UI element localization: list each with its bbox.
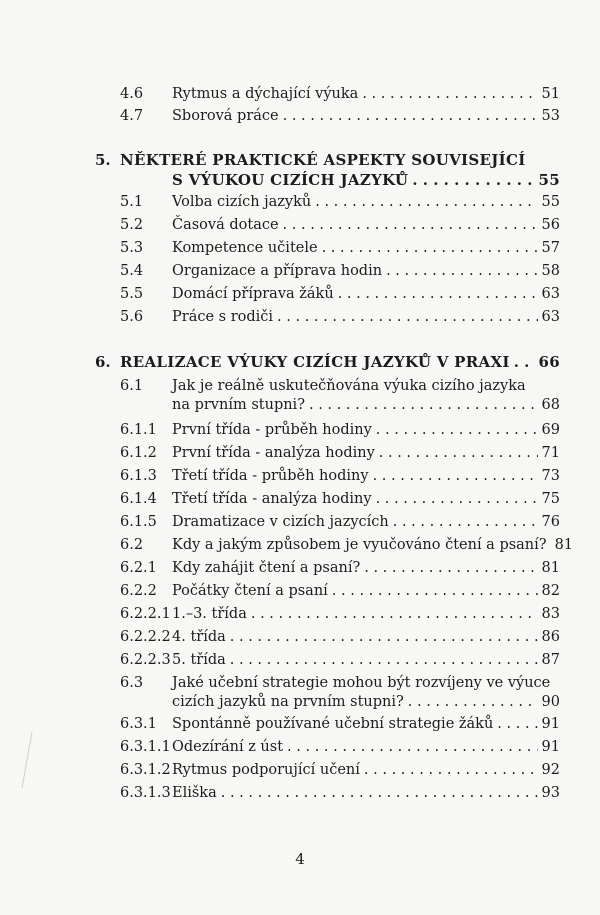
entry-title: Organizace a příprava hodin: [172, 263, 383, 279]
entry-number: 6.2.2.1: [120, 606, 171, 622]
entry-number: 4.7: [120, 108, 144, 124]
dot-leader: [386, 262, 537, 281]
entry-page: 56: [541, 217, 560, 233]
chapter-number: 6.: [95, 353, 111, 371]
entry-title: Časová dotace: [172, 217, 279, 233]
entry-page: 73: [541, 468, 560, 484]
dot-leader: [322, 239, 538, 258]
dot-leader: [277, 308, 538, 327]
entry-number: 4.6: [120, 86, 144, 102]
entry-title-line2: na prvním stupni?: [172, 397, 305, 413]
entry-title: Práce s rodiči: [172, 309, 274, 325]
entry-page: 93: [541, 785, 560, 801]
entry-title: Volba cizích jazyků: [172, 194, 312, 210]
dot-leader: [373, 467, 538, 486]
entry-page: 83: [541, 606, 560, 622]
entry-number: 6.3: [120, 675, 144, 691]
entry-number: 6.1: [120, 378, 144, 394]
chapter-title-line1: NĚKTERÉ PRAKTICKÉ ASPEKTY SOUVISEJÍCÍ: [120, 151, 526, 169]
dot-leader: [309, 396, 538, 415]
entry-page: 63: [541, 309, 560, 325]
entry-number: 6.1.1: [120, 422, 157, 438]
entry-page: 91: [541, 716, 560, 732]
entry-title-line1: Jaké učební strategie mohou být rozvíjeny ve výuce: [172, 675, 551, 691]
entry-title: 4. třída: [172, 629, 226, 645]
entry-page: 57: [541, 240, 560, 256]
entry-title-line1: Jak je reálně uskutečňována výuka cizího jazyka: [172, 378, 526, 394]
dot-leader: [283, 216, 538, 235]
entry-title: Třetí třída - analýza hodiny: [172, 491, 372, 507]
entry-title: Dramatizace v cizích jazycích: [172, 514, 389, 530]
dot-leader: [376, 421, 538, 440]
dot-leader: [230, 651, 538, 670]
entry-title: Sborová práce: [172, 108, 279, 124]
entry-title: Kompetence učitele: [172, 240, 318, 256]
dot-leader: [251, 605, 538, 624]
entry-title: Odezírání z úst: [172, 739, 284, 755]
entry-page: 90: [541, 694, 560, 710]
entry-number: 6.3.1.3: [120, 785, 171, 801]
dot-leader: [412, 170, 534, 190]
entry-title-line2: cizích jazyků na prvním stupni?: [172, 694, 404, 710]
entry-title: Eliška: [172, 785, 217, 801]
dot-leader: [362, 85, 537, 104]
entry-number: 6.1.4: [120, 491, 157, 507]
entry-page: 81: [541, 560, 560, 576]
dot-leader: [221, 784, 538, 803]
entry-number: 6.2: [120, 537, 144, 553]
entry-number: 5.1: [120, 194, 144, 210]
entry-page: 81: [554, 537, 574, 553]
entry-title: Spontánně používané učební strategie žáků: [172, 716, 494, 732]
dot-leader: [393, 513, 538, 532]
entry-title: 1.–3. třída: [172, 606, 247, 622]
entry-number: 6.1.5: [120, 514, 157, 530]
entry-number: 6.2.2.2: [120, 629, 171, 645]
entry-number: 6.3.1.2: [120, 762, 171, 778]
dot-leader: [364, 559, 537, 578]
chapter-title-line2: S VÝUKOU CIZÍCH JAZYKŮ: [172, 171, 409, 189]
entry-page: 92: [541, 762, 560, 778]
entry-number: 6.2.2: [120, 583, 157, 599]
entry-page: 68: [541, 397, 560, 413]
entry-number: 6.2.2.3: [120, 652, 171, 668]
entry-number: 5.4: [120, 263, 144, 279]
dot-leader: [283, 107, 538, 126]
entry-title: Domácí příprava žáků: [172, 286, 334, 302]
dot-leader: [514, 352, 535, 372]
dot-leader: [287, 738, 538, 757]
entry-title: Rytmus podporující učení: [172, 762, 360, 778]
dot-leader: [332, 582, 538, 601]
entry-number: 6.2.1: [120, 560, 157, 576]
dot-leader: [408, 693, 538, 712]
entry-page: 51: [541, 86, 560, 102]
entry-number: 5.3: [120, 240, 144, 256]
entry-page: 69: [541, 422, 560, 438]
entry-title: První třída - analýza hodiny: [172, 445, 375, 461]
entry-page: 87: [541, 652, 560, 668]
entry-number: 5.2: [120, 217, 144, 233]
chapter-page: 55: [538, 171, 560, 189]
entry-title: 5. třída: [172, 652, 226, 668]
entry-number: 6.1.2: [120, 445, 157, 461]
dot-leader: [315, 193, 537, 212]
dot-leader: [497, 715, 537, 734]
entry-number: 6.3.1: [120, 716, 157, 732]
chapter-number: 5.: [95, 151, 111, 169]
entry-title: Rytmus a dýchající výuka: [172, 86, 359, 102]
dot-leader: [230, 628, 538, 647]
chapter-title: REALIZACE VÝUKY CIZÍCH JAZYKŮ V PRAXI: [120, 353, 510, 371]
entry-page: 55: [541, 194, 560, 210]
scan-mark: [18, 730, 48, 790]
entry-page: 71: [541, 445, 560, 461]
entry-page: 53: [541, 108, 560, 124]
entry-title: Kdy a jakým způsobem je vyučováno čtení a psaní?: [172, 537, 547, 553]
entry-title: Počátky čtení a psaní: [172, 583, 328, 599]
dot-leader: [376, 490, 538, 509]
entry-number: 6.3.1.1: [120, 739, 171, 755]
page-number: 4: [295, 850, 305, 868]
entry-number: 5.5: [120, 286, 144, 302]
dot-leader: [364, 761, 538, 780]
entry-title: Třetí třída - průběh hodiny: [172, 468, 369, 484]
chapter-page: 66: [538, 353, 560, 371]
entry-title: První třída - průběh hodiny: [172, 422, 372, 438]
entry-page: 58: [541, 263, 560, 279]
dot-leader: [379, 444, 538, 463]
entry-page: 75: [541, 491, 560, 507]
entry-number: 6.1.3: [120, 468, 157, 484]
entry-number: 5.6: [120, 309, 144, 325]
entry-title: Kdy zahájit čtení a psaní?: [172, 560, 361, 576]
entry-page: 76: [541, 514, 560, 530]
entry-page: 86: [541, 629, 560, 645]
dot-leader: [338, 285, 538, 304]
entry-page: 82: [541, 583, 560, 599]
entry-page: 63: [541, 286, 560, 302]
entry-page: 91: [541, 739, 560, 755]
